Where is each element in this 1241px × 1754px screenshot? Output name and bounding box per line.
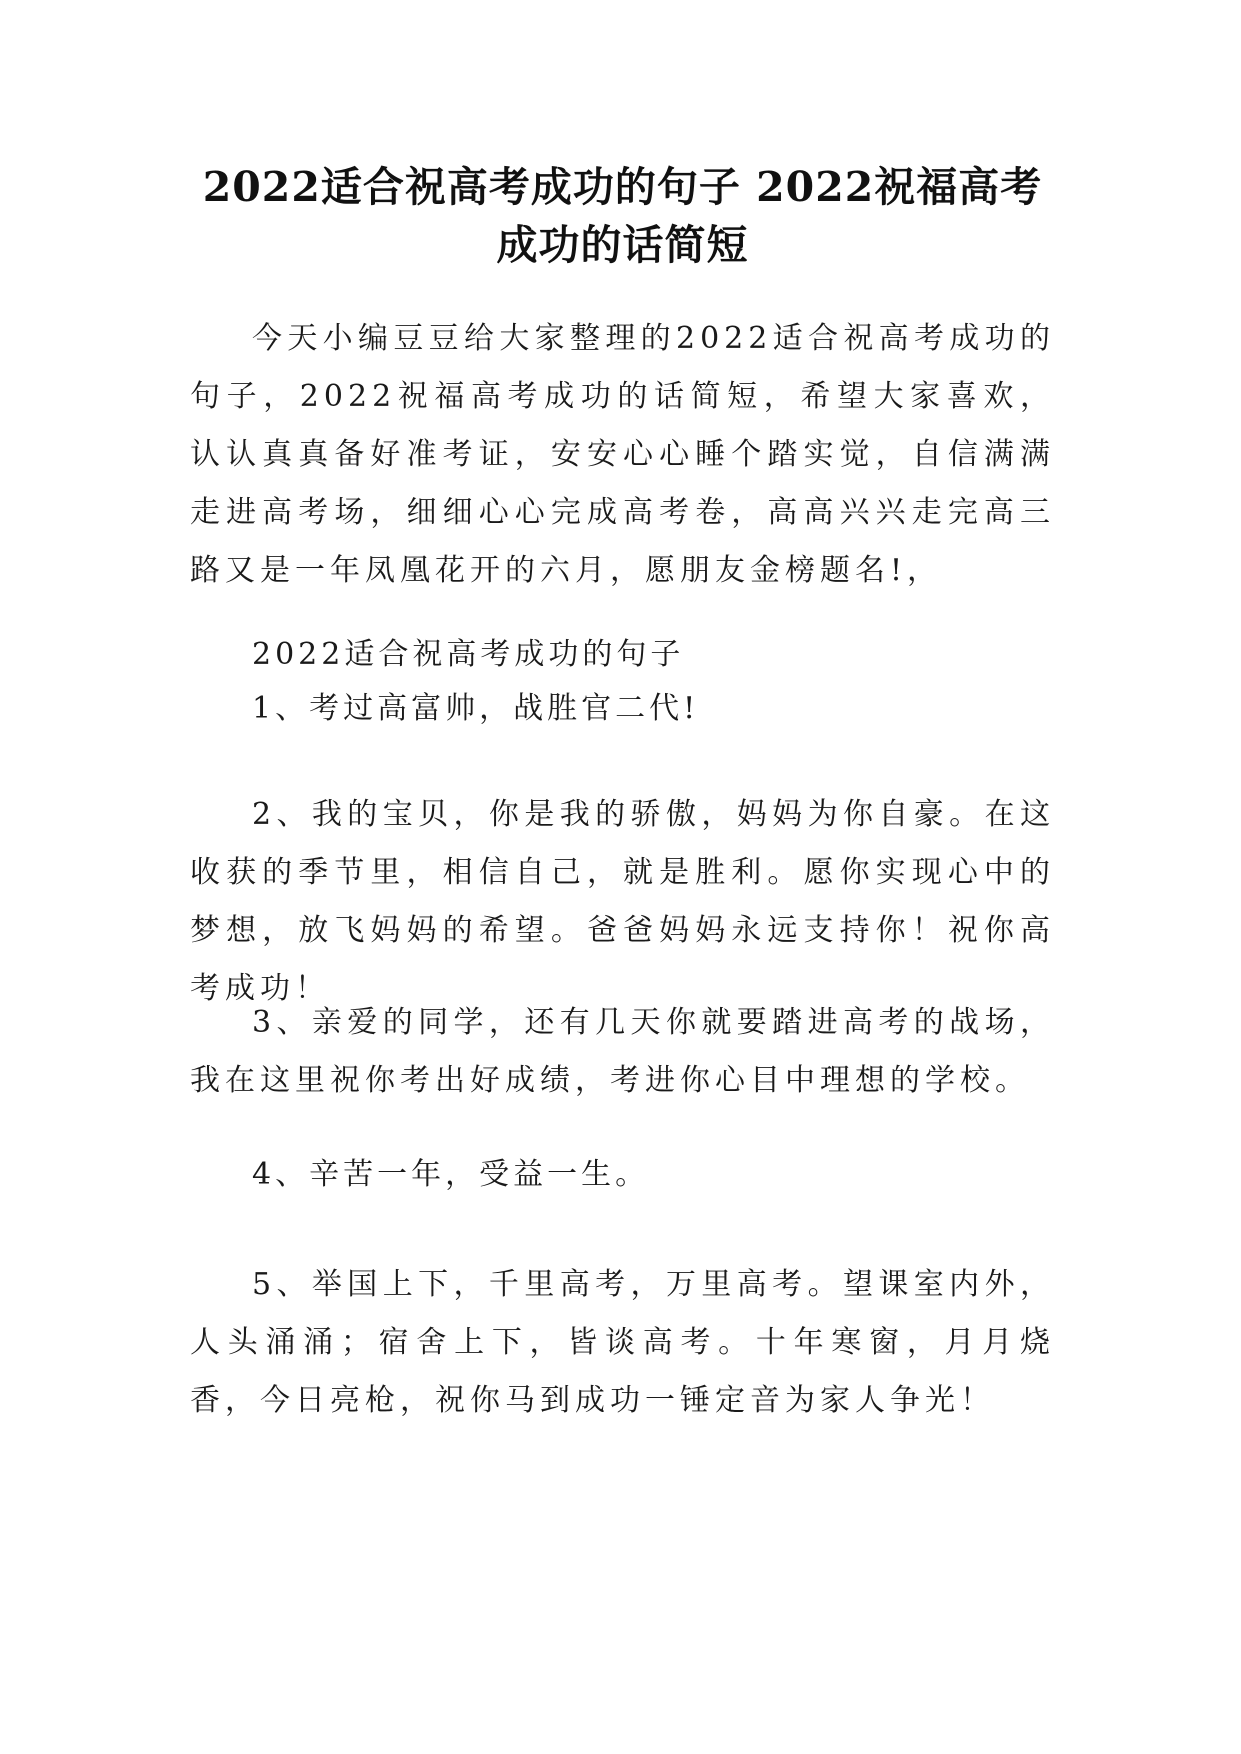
section-heading: 2022适合祝高考成功的句子 [252, 637, 685, 672]
list-item: 3、亲爱的同学，还有几天你就要踏进高考的战场，我在这里祝你考出好成绩，考进你心目中理想的学校。 [190, 1005, 1055, 1098]
intro-paragraph: 今天小编豆豆给大家整理的2022适合祝高考成功的句子，2022祝福高考成功的话简短，希望大家喜欢，认认真真备好准考证，安安心心睡个踏实觉，自信满满走进高考场，细细心心完成高考卷，高高兴兴走完高三路又是一年凤凰花开的六月，愿朋友金榜题名!， [190, 321, 1055, 588]
document-title [190, 158, 1055, 274]
list-item: 1、考过高富帅，战胜官二代! [252, 691, 700, 726]
document-page [190, 0, 1055, 1754]
title-line-1: 2022适合祝高考成功的句子 2022祝福高考 [202, 163, 1043, 211]
title-line-2: 成功的话简短 [496, 221, 749, 269]
list-item: 2、我的宝贝，你是我的骄傲，妈妈为你自豪。在这收获的季节里，相信自己，就是胜利。愿你实现心中的梦想，放飞妈妈的希望。爸爸妈妈永远支持你！祝你高考成功！ [190, 797, 1055, 1006]
list-item: 4、辛苦一年，受益一生。 [252, 1157, 650, 1192]
list-item: 5、举国上下，千里高考，万里高考。望课室内外，人头涌涌；宿舍上下，皆谈高考。十年寒窗，月月烧香，今日亮枪，祝你马到成功一锤定音为家人争光！ [190, 1267, 1055, 1418]
